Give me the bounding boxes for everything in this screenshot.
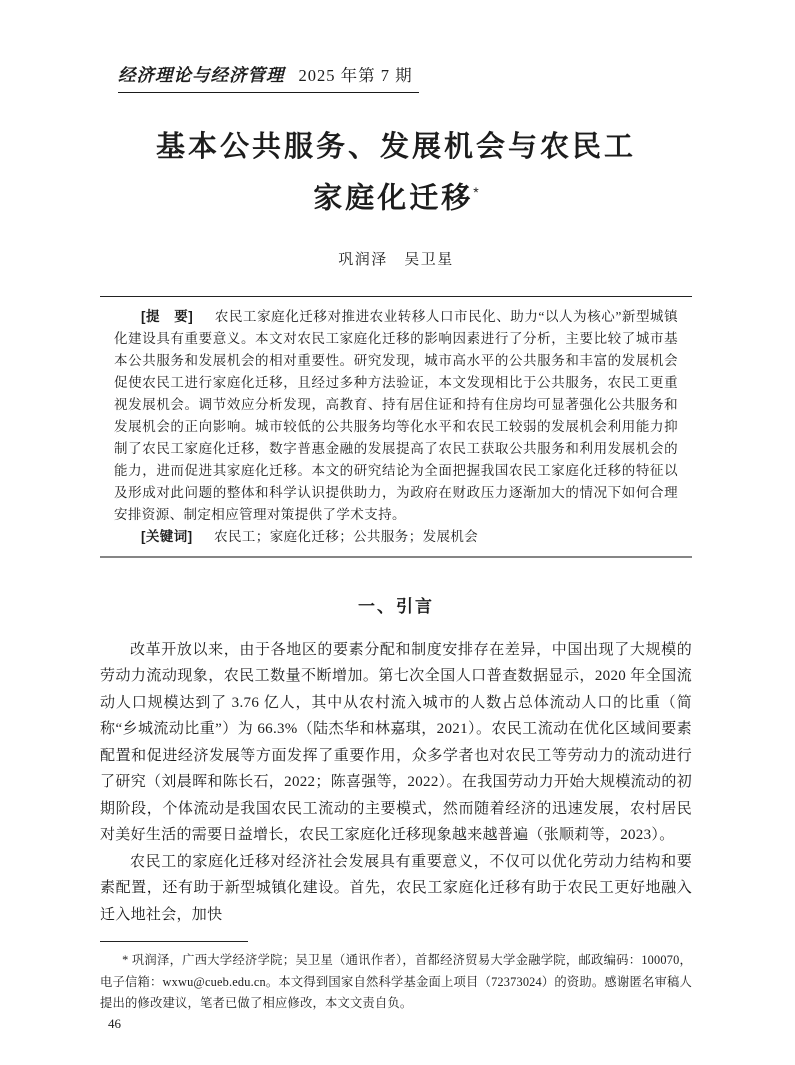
footnote-text: 巩润泽，广西大学经济学院；吴卫星（通讯作者），首都经济贸易大学金融学院，邮政编码：100070，电子信箱：wxwu@cueb.edu.cn。本文得到国家自然科学基金面上项目（72373024）的资助。感谢匿名审稿人提出的修改建议，笔者已做了相应修改，本文文责自负。 [100,953,692,1011]
journal-issue: 2025 年第 7 期 [298,66,413,85]
journal-masthead [118,62,419,93]
article-title [100,125,692,222]
footnote-divider [100,941,248,942]
body-text [100,637,692,929]
article-title-line1: 基本公共服务、发展机会与农民工 [155,131,636,163]
abstract-label: [提 要] [141,308,194,324]
section-heading-introduction: 一、引言 [358,596,434,616]
abstract-block [100,297,692,548]
body-paragraph-1: 改革开放以来，由于各地区的要素分配和制度安排存在差异，中国出现了大规模的劳动力流动现象，农民工数量不断增加。第七次全国人口普查数据显示，2020 年全国流动人口规模达到了 3.76 亿人，其中从农村流入城市的人数占总体流动人口的比重（简称“乡城流动比重”）为 66.3%（陆杰华和林嘉琪，2021）。农民工流动在优化区域间要素配置和促进经济发展等方面发挥了重要作用，众多学者也对农民工等劳动力的流动进行了研究（刘晨晖和陈长石，2022；陈喜强等，2022）。在我国劳动力开始大规模流动的初期阶段，个体流动是我国农民工流动的主要模式，然而随着经济的迅速发展，农村居民对美好生活的需要日益增长，农民工家庭化迁移现象越来越普遍（张顺莉等，2023）。 [100,641,692,844]
body-paragraph-2: 农民工的家庭化迁移对经济社会发展具有重要意义，不仅可以优化劳动力结构和要素配置，还有助于新型城镇化建设。首先，农民工家庭化迁移有助于农民工更好地融入迁入地社会，加快 [100,853,692,923]
journal-name: 经济理论与经济管理 [118,66,285,86]
keywords-line [114,526,678,548]
abstract-bottom-rule [100,556,692,558]
keywords-label: [关键词] [141,528,193,544]
keywords-text: 农民工；家庭化迁移；公共服务；发展机会 [214,528,479,544]
article-title-line2: 家庭化迁移* [313,182,479,215]
abstract-paragraph [114,306,678,526]
abstract-text: 农民工家庭化迁移对推进农业转移人口市民化、助力“以人为核心”新型城镇化建设具有重要意义。本文对农民工家庭化迁移的影响因素进行了分析，主要比较了城市基本公共服务和发展机会的相对重要性。研究发现，城市高水平的公共服务和丰富的发展机会促使农民工进行家庭化迁移，且经过多种方法验证，本文发现相比于公共服务，农民工更重视发展机会。调节效应分析发现，高教育、持有居住证和持有住房均可显著强化公共服务和发展机会的正向影响。城市较低的公共服务均等化水平和农民工较弱的发展机会利用能力抑制了农民工家庭化迁移，数字普惠金融的发展提高了农民工获取公共服务和利用发展机会的能力，进而促进其家庭化迁移。本文的研究结论为全面把握我国农民工家庭化迁移的特征以及形成对此问题的整体和科学认识提供助力，为政府在财政压力逐渐加大的情况下如何合理安排资源、制定相应管理对策提供了学术支持。 [114,308,678,522]
footnote-marker: * [122,953,129,968]
footnote [100,950,692,1015]
page-number: 46 [108,1015,121,1031]
title-footnote-mark: * [473,184,479,200]
authors: 巩润泽 吴卫星 [338,251,454,268]
